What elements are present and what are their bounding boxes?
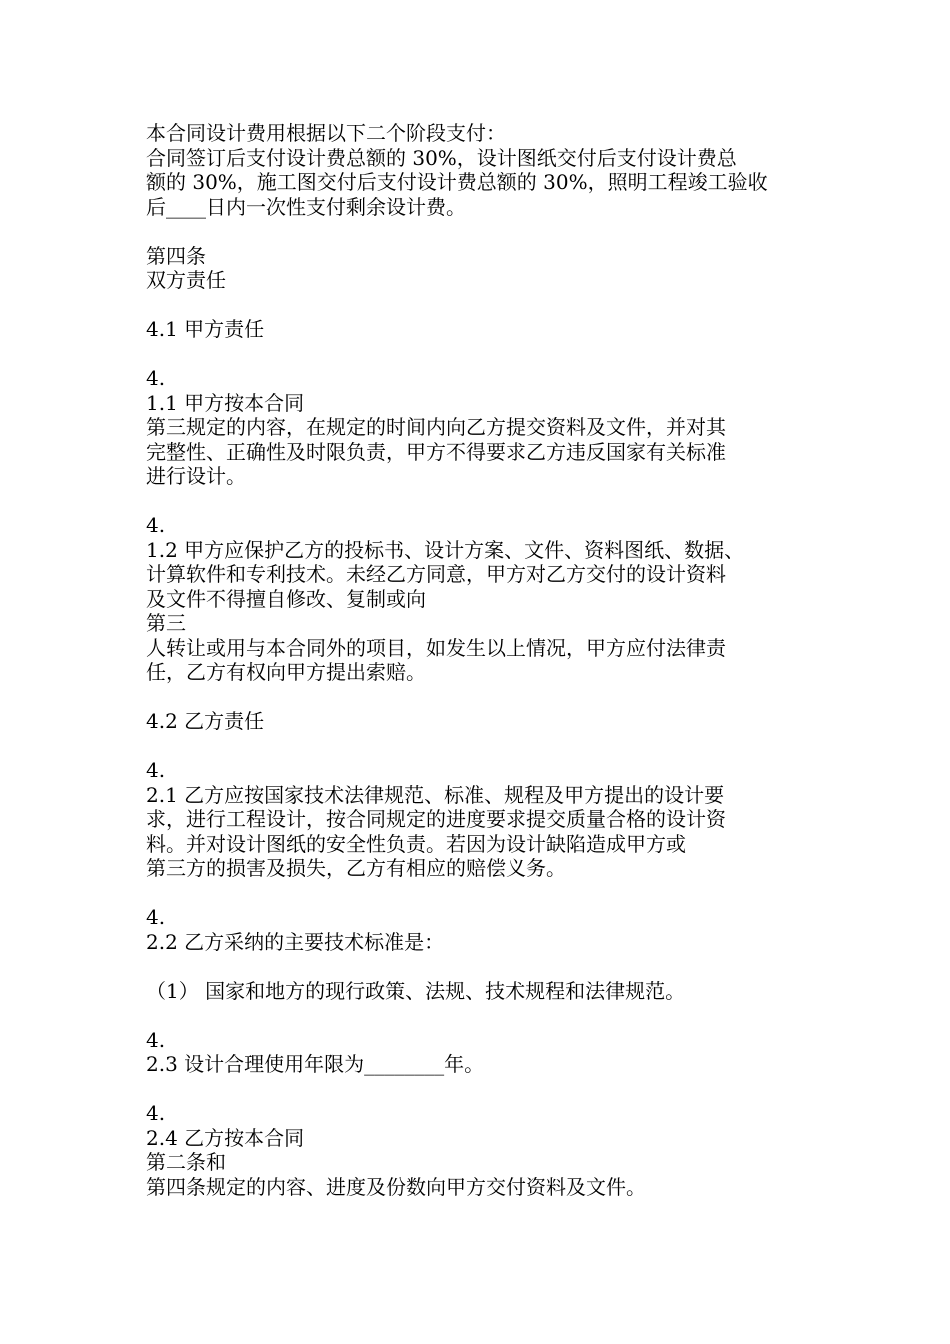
clause-4-2-3 [146, 1028, 826, 1077]
article-title: 双方责任 [146, 268, 226, 292]
clause-line: 计算软件和专利技术。未经乙方同意，甲方对乙方交付的设计资料 [146, 562, 726, 586]
clause-line: 任，乙方有权向甲方提出索赔。 [146, 660, 426, 684]
spacer [146, 734, 826, 759]
clause-line: 2.3 设计合理使用年限为________年。 [146, 1052, 485, 1076]
clause-line: 进行设计。 [146, 464, 246, 488]
clause-4-2-1 [146, 758, 826, 881]
clause-line: 第二条和 [146, 1150, 226, 1174]
spacer [146, 1077, 826, 1102]
spacer [146, 1003, 826, 1028]
spacer [146, 293, 826, 318]
spacer [146, 685, 826, 710]
clause-line: 第三 [146, 611, 186, 635]
payment-line: 额的 30%，施工图交付后支付设计费总额的 30%，照明工程竣工验收 [146, 170, 768, 194]
clause-line: 1.2 甲方应保护乙方的投标书、设计方案、文件、资料图纸、数据、 [146, 537, 745, 562]
section-heading-party-a: 4.1 甲方责任 [146, 317, 265, 341]
clause-line: 第三规定的内容，在规定的时间内向乙方提交资料及文件，并对其 [146, 415, 726, 439]
clause-number: 4. [146, 1027, 166, 1052]
clause-line: 完整性、正确性及时限负责，甲方不得要求乙方违反国家有关标准 [146, 439, 726, 464]
clause-line: 及文件不得擅自修改、复制或向 [146, 586, 426, 611]
article-4-header [146, 244, 826, 293]
payment-line: 后____日内一次性支付剩余设计费。 [146, 194, 466, 219]
clause-number: 4. [146, 758, 166, 782]
spacer [146, 342, 826, 367]
clause-4-1-1 [146, 366, 826, 489]
clause-line: 料。并对设计图纸的安全性负责。若因为设计缺陷造成甲方或 [146, 831, 686, 856]
payment-section [146, 121, 826, 219]
spacer [146, 881, 826, 906]
clause-line: 2.4 乙方按本合同 [146, 1125, 305, 1150]
clause-number: 4. [146, 1101, 166, 1125]
standard-list-item: （1） 国家和地方的现行政策、法规、技术规程和法律规范。 [146, 978, 686, 1003]
clause-number: 4. [146, 905, 166, 929]
spacer [146, 489, 826, 514]
clause-number: 4. [146, 513, 166, 537]
article-heading: 第四条 [146, 243, 206, 268]
clause-line: 第三方的损害及损失，乙方有相应的赔偿义务。 [146, 856, 566, 880]
clause-line: 求，进行工程设计，按合同规定的进度要求提交质量合格的设计资 [146, 807, 726, 831]
contract-page [146, 121, 826, 1199]
payment-line: 本合同设计费用根据以下二个阶段支付： [146, 121, 506, 145]
clause-4-2-4 [146, 1101, 826, 1199]
section-heading-party-b: 4.2 乙方责任 [146, 709, 265, 733]
spacer [146, 219, 826, 244]
clause-line: 2.2 乙方采纳的主要技术标准是： [146, 929, 445, 954]
clause-line: 第四条规定的内容、进度及份数向甲方交付资料及文件。 [146, 1174, 646, 1199]
clause-line: 人转让或用与本合同外的项目，如发生以上情况，甲方应付法律责 [146, 635, 726, 660]
clause-4-2-2 [146, 905, 826, 1003]
clause-line: 2.1 乙方应按国家技术法律规范、标准、规程及甲方提出的设计要 [146, 782, 725, 807]
clause-number: 4. [146, 366, 166, 390]
payment-line: 合同签订后支付设计费总额的 30%，设计图纸交付后支付设计费总 [146, 145, 737, 170]
spacer [146, 954, 826, 979]
clause-4-1-2 [146, 513, 826, 685]
clause-line: 1.1 甲方按本合同 [146, 390, 305, 415]
